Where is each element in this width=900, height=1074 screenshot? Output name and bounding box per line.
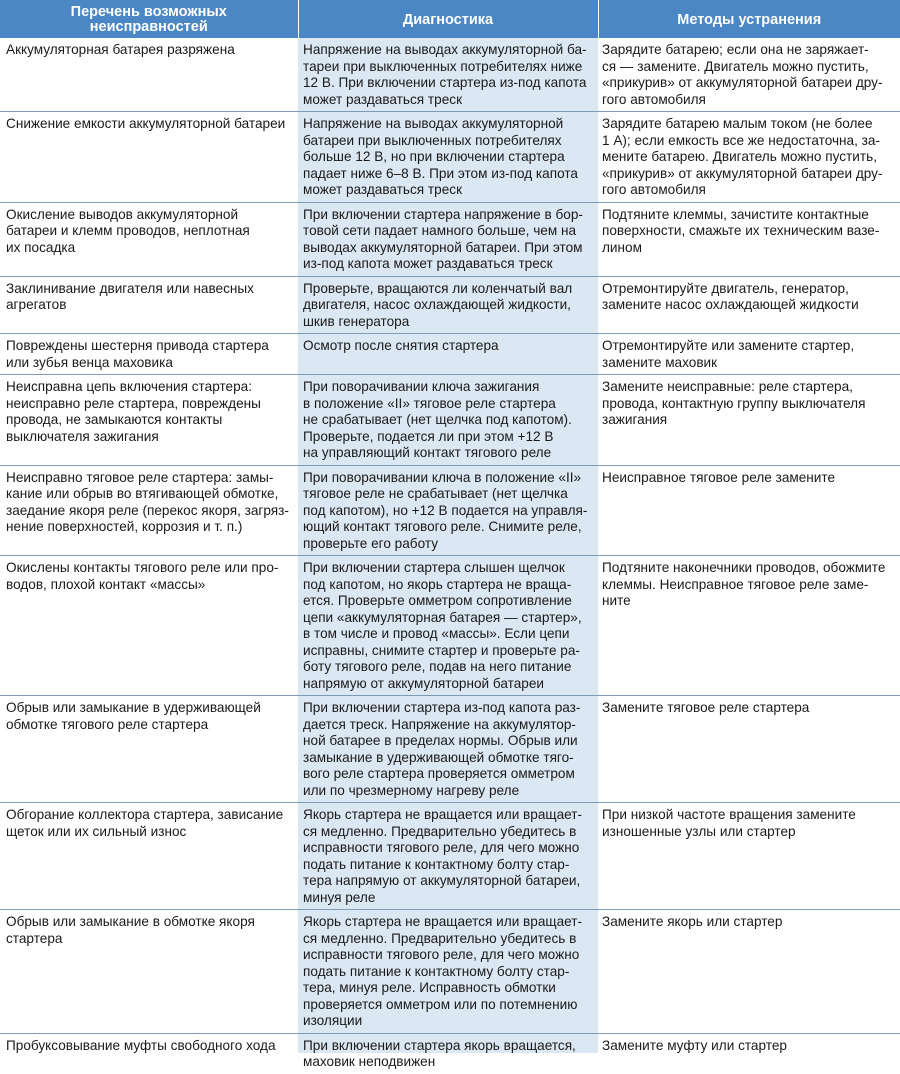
fault-cell: Окислены контакты тягового реле или про- водов, плохой контакт «массы»	[0, 556, 298, 696]
diagnosis-cell: При поворачивании ключа зажигания в положение «II» тяговое реле стартера не срабатывает (нет щелчка под капотом). Проверьте, подается ли при этом +12 В на управляющий контакт тягового реле	[298, 375, 598, 466]
remedy-cell: Зарядите батарею; если она не заряжает- ся — замените. Двигатель можно пустить, «прикурив» от аккумуляторной батареи дру- гого автомобиля	[598, 38, 900, 112]
table-row	[0, 696, 900, 803]
diagnosis-cell: При включении стартера из-под капота раз- дается треск. Напряжение на аккумулятор- ной батарее в пределах нормы. Обрыв или замыкание в удерживающей обмотке тяго- вого реле стартера проверяется омметром или по чрезмерному нагреву реле	[298, 696, 598, 803]
diagnosis-cell: При включении стартера слышен щелчок под капотом, но якорь стартера не враща- ется. Проверьте омметром сопротивление цепи «аккумуляторная батарея — стартер», в том числе и провод «массы». Если цепи исправны, снимите стартер и проверьте ра- боту тягового реле, подав на него питание напрямую от аккумуляторной батареи	[298, 556, 598, 696]
diagnosis-cell: Осмотр после снятия стартера	[298, 334, 598, 375]
remedy-cell: Замените якорь или стартер	[598, 910, 900, 1034]
diagnosis-cell: При поворачивании ключа в положение «II» тяговое реле не срабатывает (нет щелчка под капотом), но +12 В подается на управля- ющий контакт тягового реле. Снимите реле, проверьте его работу	[298, 465, 598, 556]
table-row	[0, 910, 900, 1034]
header-remedies: Методы устранения	[598, 0, 900, 38]
table-row	[0, 556, 900, 696]
fault-cell: Обрыв или замыкание в обмотке якоря стартера	[0, 910, 298, 1034]
remedy-cell: Зарядите батарею малым током (не более 1 А); если емкость все же недостаточна, за- мените батарею. Двигатель можно пустить, «прикурив» от аккумуляторной батареи дру- гого автомобиля	[598, 112, 900, 203]
table-row	[0, 202, 900, 276]
table-row	[0, 276, 900, 334]
remedy-cell: Замените неисправные: реле стартера, провода, контактную группу выключателя зажигания	[598, 375, 900, 466]
table-row	[0, 112, 900, 203]
remedy-cell: Отремонтируйте двигатель, генератор, замените насос охлаждающей жидкости	[598, 276, 900, 334]
table-row	[0, 465, 900, 556]
diagnosis-cell: Напряжение на выводах аккумуляторной ба- тареи при выключенных потребителях ниже 12 В. При включении стартера из-под капота может раздаваться треск	[298, 38, 598, 112]
remedy-cell: Подтяните наконечники проводов, обожмите клеммы. Неисправное тяговое реле заме- ните	[598, 556, 900, 696]
fault-cell: Окисление выводов аккумуляторной батареи и клемм проводов, неплотная их посадка	[0, 202, 298, 276]
fault-cell: Аккумуляторная батарея разряжена	[0, 38, 298, 112]
fault-cell: Обрыв или замыкание в удерживающей обмотке тягового реле стартера	[0, 696, 298, 803]
remedy-cell: Подтяните клеммы, зачистите контактные поверхности, смажьте их техническим вазе- лином	[598, 202, 900, 276]
table-row	[0, 1033, 900, 1074]
fault-cell: Неисправно тяговое реле стартера: замы- кание или обрыв во втягивающей обмотке, заедание якоря реле (перекос якоря, загряз- нение поверхностей, коррозия и т. п.)	[0, 465, 298, 556]
fault-cell: Неисправна цепь включения стартера: неисправно реле стартера, повреждены провода, не замыкаются контакты выключателя зажигания	[0, 375, 298, 466]
header-faults: Перечень возможных неисправностей	[0, 0, 298, 38]
diagnosis-cell: При включении стартера якорь вращается, маховик неподвижен	[303, 1037, 576, 1069]
remedy-cell: Замените муфту или стартер	[602, 1037, 787, 1053]
table-row	[0, 375, 900, 466]
table-header-row	[0, 0, 900, 38]
table-row	[0, 803, 900, 910]
header-diagnosis: Диагностика	[298, 0, 598, 38]
diagnosis-cell: Проверьте, вращаются ли коленчатый вал двигателя, насос охлаждающей жидкости, шкив генератора	[298, 276, 598, 334]
fault-cell: Обгорание коллектора стартера, зависание щеток или их сильный износ	[0, 803, 298, 910]
diagnosis-cell: Якорь стартера не вращается или вращает- ся медленно. Предварительно убедитесь в исправности тягового реле, для чего можно подать питание к контактному болту стар- тера напрямую от аккумуляторной батареи, минуя реле	[298, 803, 598, 910]
diagnosis-cell: Напряжение на выводах аккумуляторной батареи при выключенных потребителях больше 12 В, но при включении стартера падает ниже 6–8 В. При этом из-под капота может раздаваться треск	[298, 112, 598, 203]
remedy-cell: Отремонтируйте или замените стартер, замените маховик	[598, 334, 900, 375]
table-row	[0, 38, 900, 112]
remedy-cell: Замените тяговое реле стартера	[598, 696, 900, 803]
fault-cell: Повреждены шестерня привода стартера или зубья венца маховика	[0, 334, 298, 375]
table-row	[0, 334, 900, 375]
remedy-cell: При низкой частоте вращения замените изношенные узлы или стартер	[598, 803, 900, 910]
fault-cell: Снижение емкости аккумуляторной батареи	[0, 112, 298, 203]
fault-cell: Пробуксовывание муфты свободного хода	[6, 1037, 276, 1053]
fault-cell: Заклинивание двигателя или навесных агрегатов	[0, 276, 298, 334]
diagnosis-cell: Якорь стартера не вращается или вращает- ся медленно. Предварительно убедитесь в исправности тягового реле, для чего можно подать питание к контактному болту стар- тера, минуя реле. Исправность обмотки проверяется омметром или по потемнению изоляции	[298, 910, 598, 1034]
diagnosis-cell: При включении стартера напряжение в бор- товой сети падает намного больше, чем на выводах аккумуляторной батареи. При этом из-под капота может раздаваться треск	[298, 202, 598, 276]
remedy-cell: Неисправное тяговое реле замените	[598, 465, 900, 556]
